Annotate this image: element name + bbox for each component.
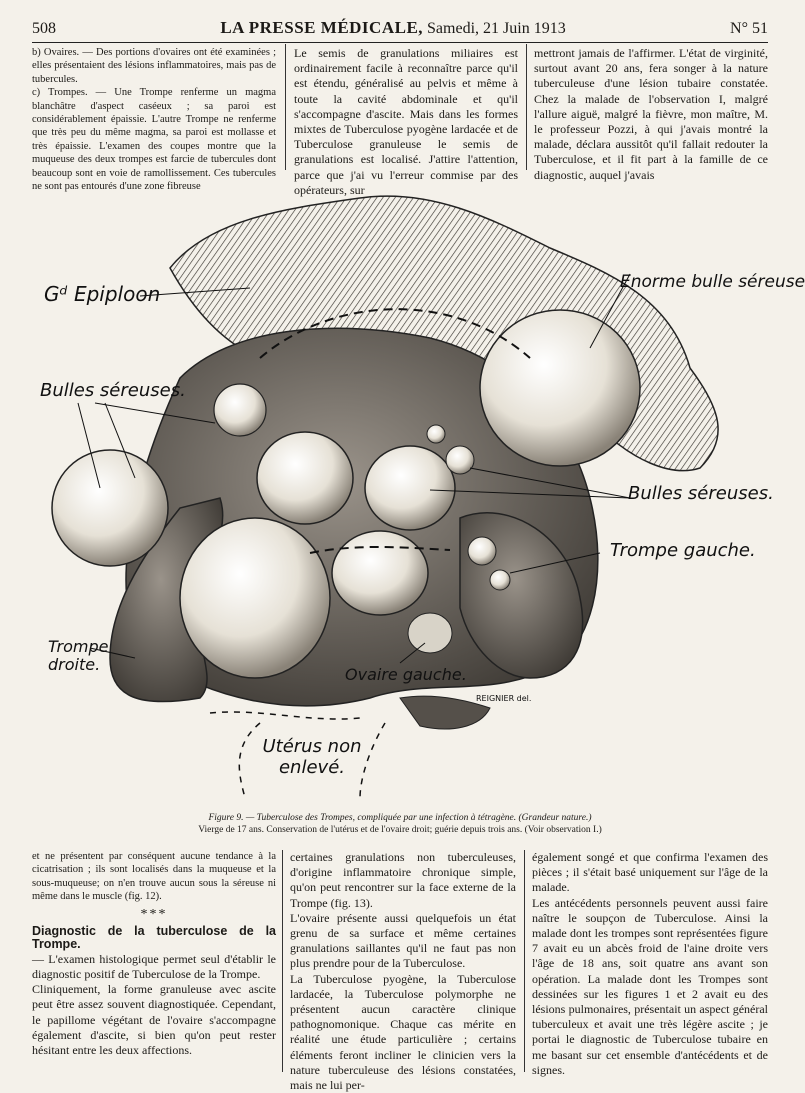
label-right-tube: Trompe droite. (48, 637, 109, 674)
cyst-mid-right (365, 446, 455, 530)
cyst-left-large (52, 450, 168, 566)
label-left-tube: Trompe gauche. (610, 540, 756, 561)
caption-line-2: Vierge de 17 ans. Conservation de l'utérus et de l'ovaire droit; guérie depuis trois ans. (Voir observation I.) (198, 825, 602, 835)
cyst-small-e (490, 570, 510, 590)
page-header (32, 14, 768, 43)
label-serous-cysts-left: Bulles séreuses. (40, 380, 186, 401)
top-middle-column: Le semis de granulations miliaires est ordinairement facile à reconnaître parce qu'il est étendu, généralisé au pelvis et même à toute la cavité abdominale et qu'il s'accompagne d'ascite. Mais dans les formes mixtes de Tuberculose pyogène lardacée et de Tuberculose granuleuse le semis de granulations est localisé. J'attire l'attention, parce que j'ai vu l'erreur commise par des opérateurs, sur (294, 46, 518, 197)
anatomical-figure (30, 178, 805, 806)
cyst-lower-left (180, 518, 330, 678)
left-ovary (408, 613, 452, 653)
enormous-cyst (480, 310, 640, 466)
cyst-small-d (468, 537, 496, 565)
cyst-low-mid (332, 531, 428, 615)
artist-signature: REIGNIER del. (476, 694, 532, 703)
section-heading: Diagnostic de la tuberculose de la Trompe. (32, 924, 276, 952)
label-left-ovary: Ovaire gauche. (345, 665, 467, 684)
bottom-left-column (32, 850, 276, 1074)
caption-line-1: Figure 9. — Tuberculose des Trompes, compliquée par une infection à tétragène. (Grandeur nature.) (208, 813, 592, 823)
page-number: 508 (32, 20, 56, 37)
journal-name: LA PRESSE MÉDICALE, (220, 18, 424, 37)
cyst-small-b (446, 446, 474, 474)
label-serous-cysts-right: Bulles séreuses. (628, 483, 774, 504)
label-enormous-cyst: Enorme bulle séreuse (620, 272, 805, 292)
cyst-small-a (214, 384, 266, 436)
column-rule (524, 850, 525, 1072)
issue-number: N° 51 (730, 20, 768, 37)
bottom-right-column: également songé et que confirma l'examen des pièces ; il s'était basé uniquement sur l'âge de la malade. Les antécédents personnels peuvent aussi faire naître le soupçon de Tuberculose. Ainsi la malade dont les trompes sont représentées figure 7 avait eu un abcès froid de l'aine droite vers l'âge de 18 ans, soit quatre ans avant son opération. La malade dont les Trompes sont dessinées sur les figures 1 et 2 avait eu des lésions pulmonaires, présentait un aspect général tuberculeux et avait une très légère ascite ; je portai le diagnostic de Tuberculose tubaire en me basant sur cet ensemble d'antécédents et de signes. (532, 850, 768, 1077)
section-separator: *** (140, 906, 168, 922)
cyst-small-c (427, 425, 445, 443)
label-epiploon: Gᵈ Epiploon (44, 282, 161, 306)
paragraph-continuation: et ne présentent par conséquent aucune tendance à la cicatrisation ; ils sont localisés dans la muqueuse et la sous-muqueuse; on n'en trouve aucun sous la séreuse ni même dans le muscle (fig. 12). (32, 851, 276, 903)
journal-title (220, 18, 565, 38)
column-rule (285, 44, 286, 170)
figure-caption (40, 812, 760, 836)
dashed-outline (210, 712, 360, 719)
column-rule (526, 44, 527, 170)
bottom-middle-column: certaines granulations non tuberculeuses, d'origine inflammatoire chronique simple, qu'on peut rencontrer sur la face externe de la Trompe (fig. 13). L'ovaire présente aussi quelquefois un état grenu de sa surface et même certaines granulations saillantes qu'il ne faut pas non plus prendre pour de la Tuberculose. La Tuberculose pyogène, la Tuberculose lardacée, la Tuberculose polymorphe ne présentent aucun caractère clinique pathognomonique. Chaque cas mérite en réalité une étude particulière ; certains éléments feront incliner le clinicien vers la nature tuberculeuse des lésions constatées, mais ne lui per- (290, 850, 516, 1093)
cyst-center (257, 432, 353, 524)
top-left-column: b) Ovaires. — Des portions d'ovaires ont été examinées ; elles présentaient des lésions inflammatoires, mais pas de tubercules. c) Trompes. — Une Trompe renferme un magma blanchâtre d'aspect caséeux ; sa paroi est considérablement épaissie. L'autre Trompe ne renferme que très peu du même magma, sa paroi est mollasse et très épaissie. L'examen des coupes montre que la muqueuse des deux trompes est farcie de tubercules dont beaucoup sont en voie de ramollissement. Ces tubercules ne sont pas entourés d'une zone fibreuse (32, 47, 276, 193)
label-uterus: Utérus non enlevé. (262, 736, 362, 778)
top-right-column: mettront jamais de l'affirmer. L'état de virginité, surtout avant 20 ans, fera songer à la nature tuberculeuse d'une lésion tubaire constatée. Chez la malade de l'observation I, malgré l'allure aiguë, malgré la fièvre, mon maître, M. le professeur Pozzi, à qui j'avais montré la malade, déclara aussitôt qu'il fallait redouter la Tuberculose, et il fit part à la famille de ce diagnostic, auquel j'avais (534, 46, 768, 182)
column-rule (282, 850, 283, 1072)
issue-date: Samedi, 21 Juin 1913 (427, 20, 566, 37)
section-body: — L'examen histologique permet seul d'établir le diagnostic positif de Tuberculose de la Trompe. Cliniquement, la forme granuleuse avec ascite peut être assez souvent diagnostiquée. Cependant, le papillome végétant de l'ovaire s'accompagne également d'ascite, si bien qu'on peut rester hésitant entre les deux affections. (32, 951, 276, 1058)
